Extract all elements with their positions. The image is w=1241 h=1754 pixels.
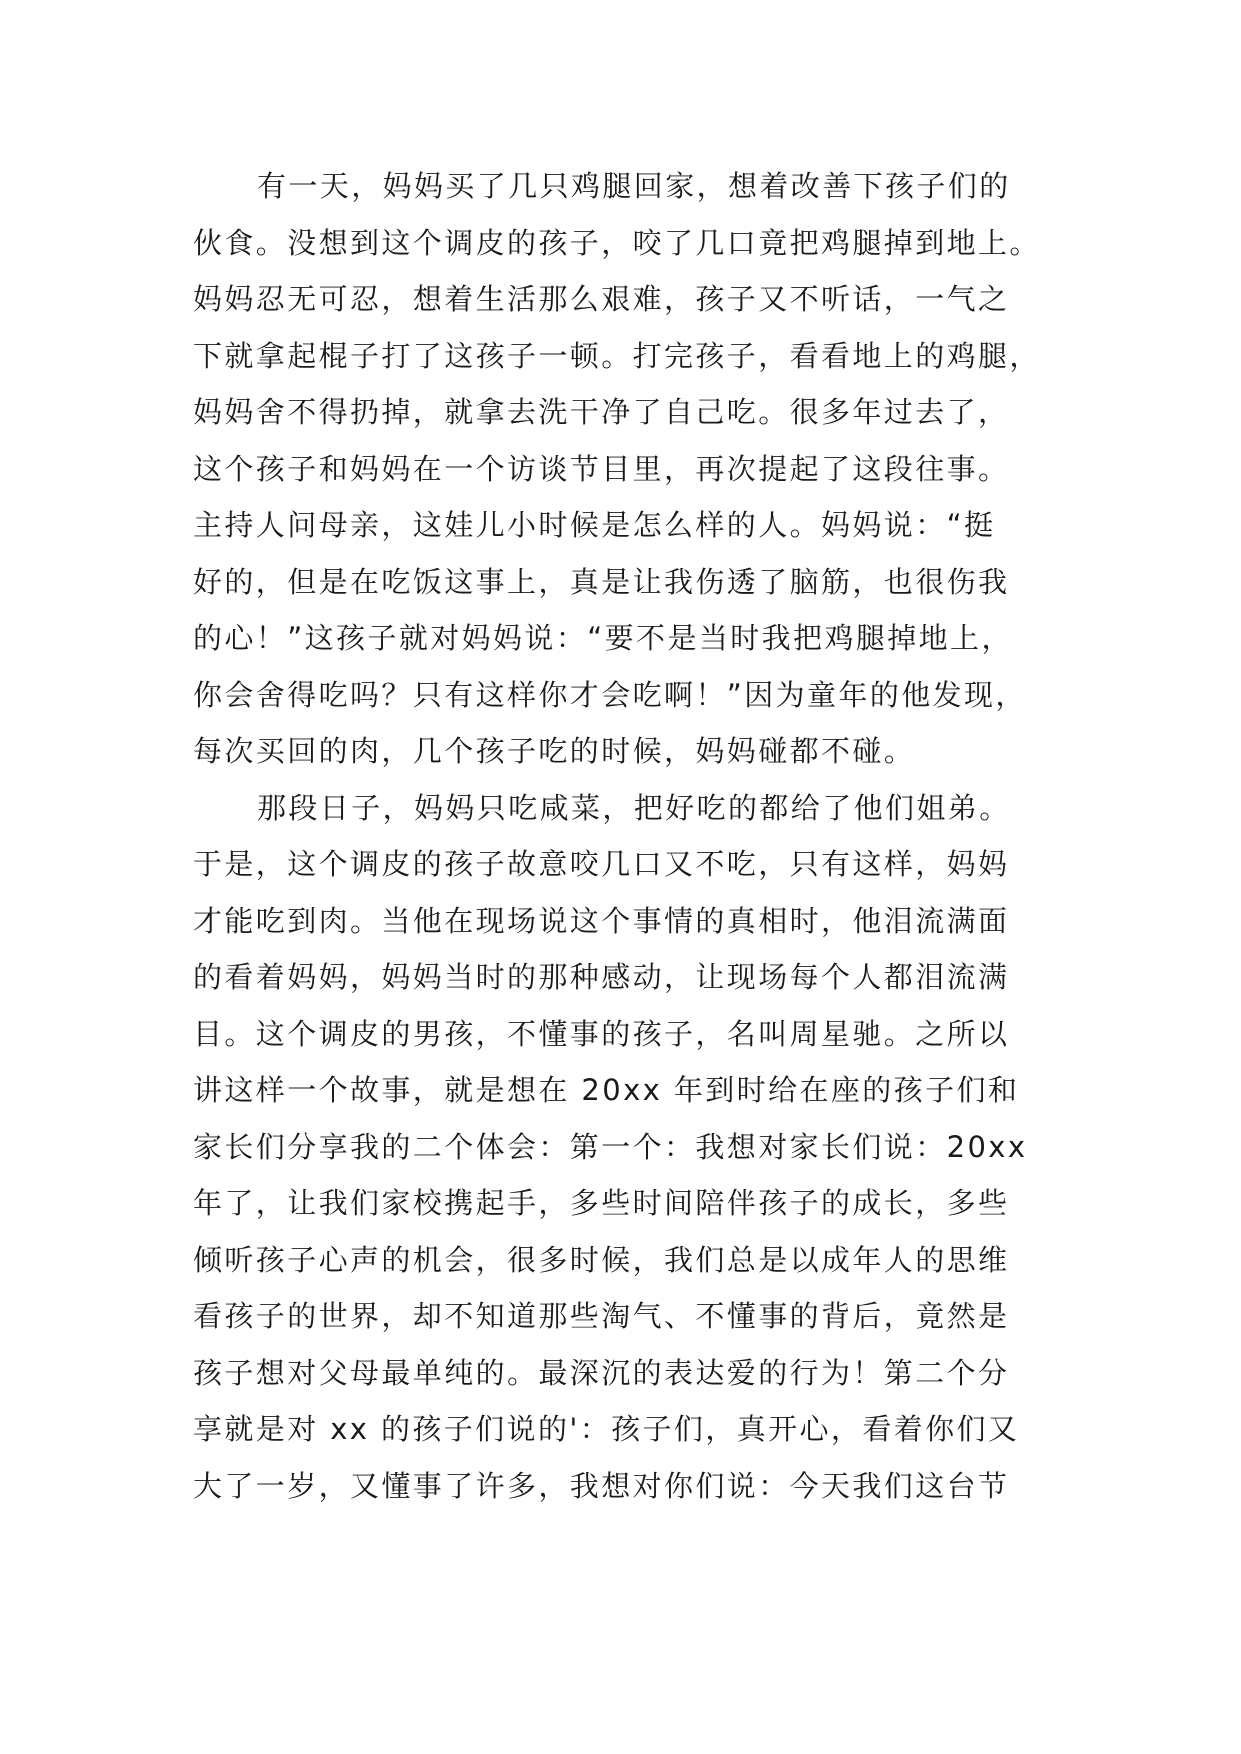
paragraph-1-line-2: 伙食。没想到这个调皮的孩子，咬了几口竟把鸡腿掉到地上。 xyxy=(193,225,1041,260)
paragraph-2-line-4: 的看着妈妈，妈妈当时的那种感动，让现场每个人都泪流满 xyxy=(193,960,1010,994)
paragraph-1-line-4: 下就拿起棍子打了这孩子一顿。打完孩子，看看地上的鸡腿， xyxy=(193,338,1041,373)
document-body xyxy=(193,158,1053,1514)
paragraph-2-line-2: 于是，这个调皮的孩子故意咬几口又不吃，只有这样，妈妈 xyxy=(193,847,1010,881)
paragraph-2-line-11: 孩子想对父母最单纯的。最深沉的表达爱的行为！第二个分 xyxy=(193,1355,1010,1390)
paragraph-2-line-10: 看孩子的世界，却不知道那些淘气、不懂事的背后，竟然是 xyxy=(193,1299,1010,1333)
paragraph-2-line-8: 年了，让我们家校携起手，多些时间陪伴孩子的成长，多些 xyxy=(193,1186,1010,1220)
paragraph-2-line-3: 才能吃到肉。当他在现场说这个事情的真相时，他泪流满面 xyxy=(193,903,1010,938)
paragraph-1-line-8: 好的，但是在吃饭这事上，真是让我伤透了脑筋，也很伤我 xyxy=(193,564,1010,599)
paragraph-2-line-1: 那段日子，妈妈只吃咸菜，把好吃的都给了他们姐弟。 xyxy=(257,790,1011,825)
paragraph-2-line-6: 讲这样一个故事，就是想在 20xx 年到时给在座的孩子们和 xyxy=(193,1073,1020,1107)
paragraph-1-line-7: 主持人问母亲，这娃儿小时候是怎么样的人。妈妈说：“挺 xyxy=(193,508,996,542)
paragraph-1-line-10: 你会舍得吃吗？只有这样你才会吃啊！”因为童年的他发现， xyxy=(193,677,1027,712)
paragraph-2-line-5: 目。这个调皮的男孩，不懂事的孩子，名叫周星驰。之所以 xyxy=(193,1016,1010,1051)
paragraph-2-line-12: 享就是对 xx 的孩子们说的'：孩子们，真开心，看着你们又 xyxy=(193,1412,1020,1446)
paragraph-1-line-1: 有一天，妈妈买了几只鸡腿回家，想着改善下孩子们的 xyxy=(257,169,1011,203)
paragraph-1-line-9: 的心！”这孩子就对妈妈说：“要不是当时我把鸡腿掉地上， xyxy=(193,621,1013,655)
paragraph-2-line-13: 大了一岁，又懂事了许多，我想对你们说：今天我们这台节 xyxy=(193,1468,1010,1503)
paragraph-2-line-9: 倾听孩子心声的机会，很多时候，我们总是以成年人的思维 xyxy=(193,1242,1010,1277)
paragraph-1-line-6: 这个孩子和妈妈在一个访谈节目里，再次提起了这段往事。 xyxy=(193,451,1010,486)
paragraph-2-line-7: 家长们分享我的二个体会：第一个：我想对家长们说：20xx xyxy=(193,1129,1028,1164)
paragraph-1-line-3: 妈妈忍无可忍，想着生活那么艰难，孩子又不听话，一气之 xyxy=(193,282,1010,316)
paragraph-1-line-5: 妈妈舍不得扔掉，就拿去洗干净了自己吃。很多年过去了， xyxy=(193,395,1010,429)
paragraph-1-line-11: 每次买回的肉，几个孩子吃的时候，妈妈碰都不碰。 xyxy=(193,734,916,768)
